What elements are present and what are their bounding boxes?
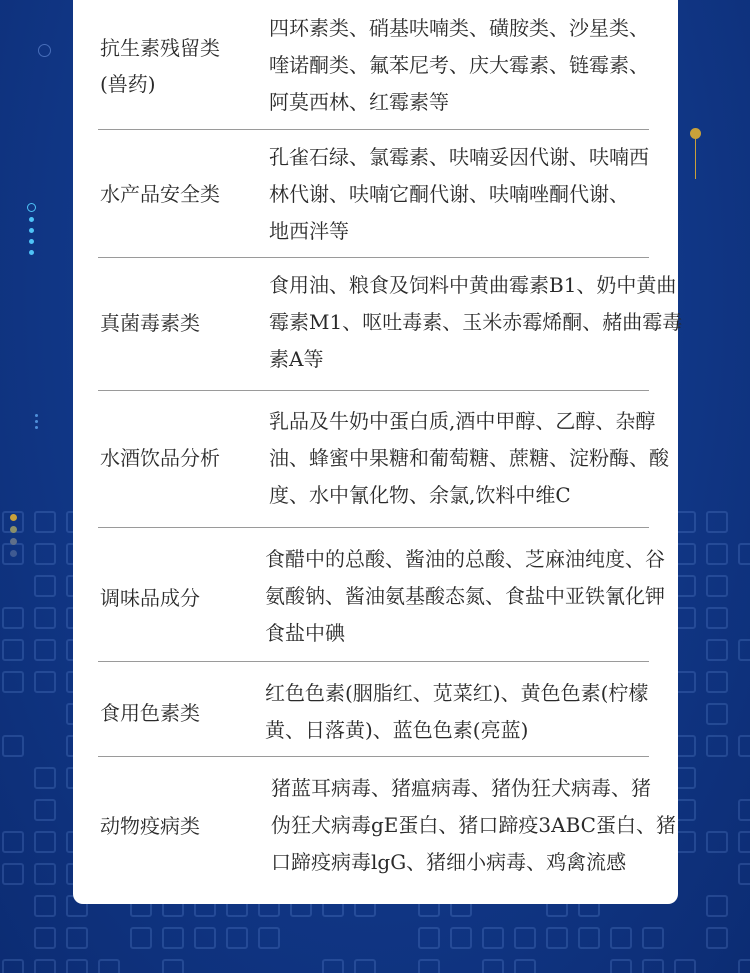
grid-square	[482, 927, 504, 949]
category-items: 红色色素(胭脂红、苋菜红)、黄色色素(柠檬 黄、日落黄)、蓝色色素(亮蓝)	[265, 681, 649, 742]
grid-square	[706, 831, 728, 853]
grid-square	[706, 703, 728, 725]
category-label: 水酒饮品分析	[100, 446, 220, 470]
grid-square	[34, 959, 56, 973]
grid-square	[2, 959, 24, 973]
category-items: 四环素类、硝基呋喃类、磺胺类、沙星类、 喹诺酮类、氟苯尼考、庆大霉素、链霉素、 阿莫西林、红霉素等	[269, 16, 649, 114]
grid-square	[34, 639, 56, 661]
table-row	[73, 258, 683, 390]
grid-square	[418, 959, 440, 973]
grid-square	[578, 927, 600, 949]
grid-square	[194, 927, 216, 949]
grid-square	[738, 863, 750, 885]
grid-square	[642, 959, 664, 973]
grid-square	[2, 639, 24, 661]
grid-square	[738, 639, 750, 661]
grid-square	[738, 543, 750, 565]
grid-square	[34, 575, 56, 597]
category-label: 抗生素残留类 (兽药)	[100, 36, 220, 96]
category-label: 食用色素类	[100, 701, 200, 725]
grid-square	[514, 927, 536, 949]
grid-square	[130, 927, 152, 949]
grid-square	[2, 831, 24, 853]
grid-square	[610, 927, 632, 949]
grid-square	[2, 671, 24, 693]
grid-square	[34, 895, 56, 917]
grid-square	[738, 831, 750, 853]
category-items: 食醋中的总酸、酱油的总酸、芝麻油纯度、谷 氨酸钠、酱油氨基酸态氮、食盐中亚铁氰化钾 食盐中碘	[265, 547, 665, 645]
grid-square	[610, 959, 632, 973]
grid-square	[706, 735, 728, 757]
category-items: 食用油、粮食及饲料中黄曲霉素B1、奶中黄曲 霉素M1、呕吐毒素、玉米赤霉烯酮、赭曲霉毒 素A等	[269, 273, 683, 371]
category-label: 调味品成分	[100, 586, 200, 610]
table-row	[73, 130, 678, 258]
grid-square	[34, 831, 56, 853]
grid-square	[546, 927, 568, 949]
category-table-card	[73, 0, 683, 904]
grid-square	[482, 959, 504, 973]
grid-square	[2, 863, 24, 885]
grid-square	[34, 927, 56, 949]
grid-square	[162, 959, 184, 973]
grid-square	[738, 959, 750, 973]
grid-square	[34, 607, 56, 629]
table-row	[73, 391, 678, 527]
grid-square	[450, 927, 472, 949]
grid-square	[34, 799, 56, 821]
grid-square	[706, 575, 728, 597]
grid-square	[34, 863, 56, 885]
grid-square	[34, 767, 56, 789]
table-row	[73, 662, 678, 756]
grid-square	[642, 927, 664, 949]
category-items: 孔雀石绿、氯霉素、呋喃妥因代谢、呋喃西 林代谢、呋喃它酮代谢、呋喃唑酮代谢、 地西泮等	[269, 145, 649, 243]
grid-square	[162, 927, 184, 949]
table-row	[73, 757, 678, 904]
grid-square	[258, 927, 280, 949]
grid-square	[98, 959, 120, 973]
grid-square	[2, 607, 24, 629]
grid-square	[706, 511, 728, 533]
grid-square	[738, 735, 750, 757]
grid-square	[706, 671, 728, 693]
grid-square	[2, 735, 24, 757]
category-label: 真菌毒素类	[100, 311, 200, 335]
grid-square	[322, 959, 344, 973]
circle-decoration	[38, 44, 51, 57]
grid-square	[66, 927, 88, 949]
category-label: 水产品安全类	[100, 182, 220, 206]
grid-square	[34, 671, 56, 693]
grid-square	[226, 927, 248, 949]
grid-square	[706, 607, 728, 629]
grid-square	[706, 895, 728, 917]
grid-square	[34, 543, 56, 565]
grid-square	[514, 959, 536, 973]
grid-square	[354, 959, 376, 973]
grid-square	[706, 543, 728, 565]
category-label: 动物疫病类	[100, 814, 200, 838]
table-row	[73, 0, 678, 130]
grid-square	[738, 799, 750, 821]
grid-square	[66, 959, 88, 973]
grid-square	[674, 959, 696, 973]
grid-square	[418, 927, 440, 949]
table-row	[73, 528, 678, 661]
category-items: 乳品及牛奶中蛋白质,酒中甲醇、乙醇、杂醇 油、蜂蜜中果糖和葡萄糖、蔗糖、淀粉酶、酸 度、水中氰化物、余氯,饮料中维C	[269, 409, 669, 507]
grid-square	[34, 511, 56, 533]
grid-square	[706, 927, 728, 949]
grid-square	[706, 639, 728, 661]
category-items: 猪蓝耳病毒、猪瘟病毒、猪伪狂犬病毒、猪 伪狂犬病毒gE蛋白、猪口蹄疫3ABC蛋白、猪 口蹄疫病毒lgG、猪细小病毒、鸡禽流感	[271, 776, 676, 874]
